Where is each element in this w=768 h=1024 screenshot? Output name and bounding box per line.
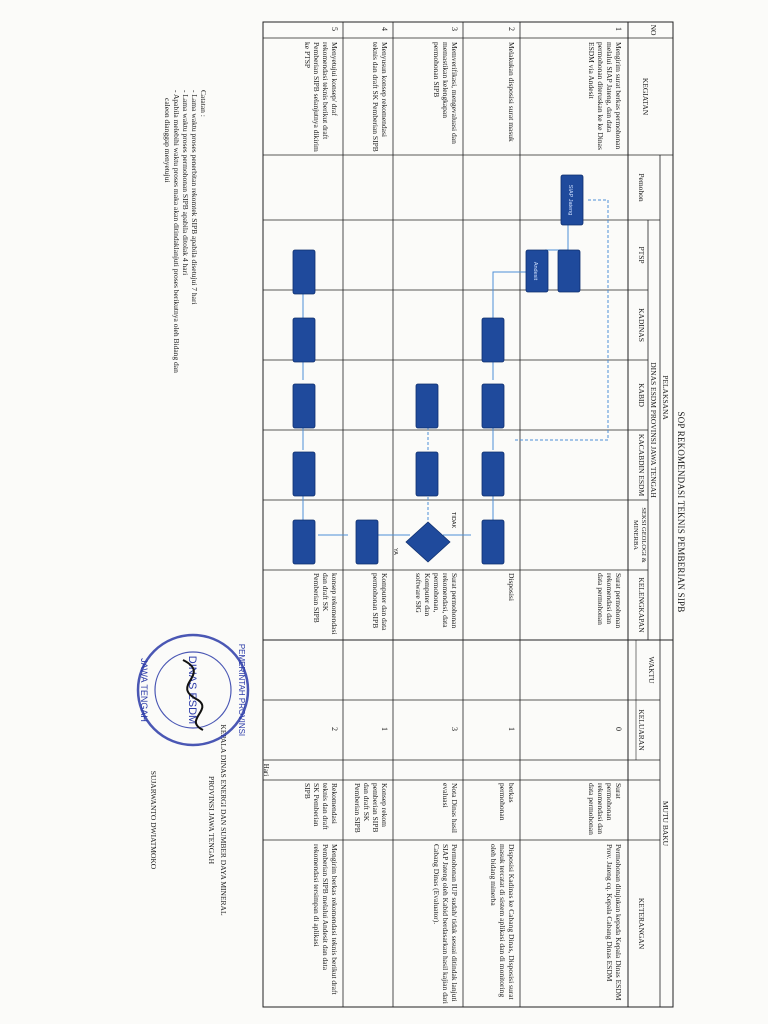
notes-item-3: - Apabila melebihi waktu proses maka akan ditindaklanjuti proses berikutnya oleh Bidang dan — [172, 90, 181, 373]
row5-keluaran: Rekomendasi teknis dan draft SK Pemberian SIPB — [303, 783, 339, 830]
box-kabid-2 — [482, 384, 504, 428]
svg-text:JAWA TENGAH: JAWA TENGAH — [139, 658, 149, 722]
header-kelengkapan: KELENGKAPAN — [637, 577, 646, 633]
box-seksi-2 — [482, 520, 504, 564]
header-mutu-baku: MUTU BAKU — [661, 800, 670, 847]
flow-label-ya: YA — [392, 548, 398, 555]
header-no: NO — [649, 24, 658, 36]
notes-item-1: - Lama waktu proses penerbitan rekomtek SIPB apabila disetujui 7 hari — [190, 90, 199, 305]
svg-text:PEMERINTAH PROVINSI: PEMERINTAH PROVINSI — [237, 643, 246, 737]
box-kacabdin-3 — [416, 452, 438, 496]
header-pemohon: Pemohon — [637, 173, 646, 202]
official-stamp — [133, 630, 253, 750]
header-kadinas: KADINAS — [637, 308, 646, 342]
notes-heading: Catatan : — [199, 90, 208, 117]
box-kadinas-2 — [482, 318, 504, 362]
box-kabid-3 — [416, 384, 438, 428]
header-kabid: KABID — [637, 383, 646, 407]
row5-waktu: 2 — [330, 727, 339, 731]
row2-waktu: 1 — [507, 727, 516, 731]
header-ptsp: PTSP — [637, 246, 646, 264]
header-dinas: DINAS ESDM PROVINSI JAWA TENGAH — [649, 362, 658, 498]
row3-kelengkapan: Surat permohonan rekomendasi, data permohonan, Komputer dan software SIG — [414, 573, 459, 629]
box-seksi-5 — [293, 520, 315, 564]
box-seksi-4 — [356, 520, 378, 564]
row5-kegiatan: Menyetujui konsep/ draf rekomendasi teknis berikut draft Pemberian SIPB selanjutnya dikirim ke PTSP — [303, 42, 339, 152]
row5-no: 5 — [330, 27, 339, 31]
row2-keterangan: Disposisi Kadinas ke Cabang Dinas, Disposisi surat masuk tercatat di sistem aplikasi dan di monitoring oleh bidang minerba — [489, 844, 516, 1000]
box-kacabdin-2 — [482, 452, 504, 496]
header-kegiatan: KEGIATAN — [641, 77, 650, 116]
row2-kelengkapan: Disposisi — [507, 573, 516, 601]
signature-name: SUJARWANTO DWIATMOKO — [149, 770, 158, 870]
flow-label-tidak: TIDAK — [450, 512, 456, 529]
header-keterangan: KETERANGAN — [637, 897, 646, 950]
row1-waktu: 0 — [614, 727, 623, 731]
notes-item-4: caleon dianggap menyetujui — [163, 98, 172, 183]
row3-keterangan: Permohonan IUP sudah/ tidak sesuai ditindak lanjuti SIAP Jateng oleh Kabid berdasarkan hasil kajian dari Cabang Dinas (Evaluator). — [432, 844, 459, 1004]
row1-kegiatan: Mengirim surat berkas permohonan melalui SIAP Jateng, dan data permohonan diteruskan ke ke Dinas ESDM via Andesit — [587, 42, 623, 150]
row4-kelengkapan: Komputer dan data permohonan SIPB — [371, 573, 389, 631]
box-kabid-5 — [293, 384, 315, 428]
flow-label-siapjateng: SIAP Jateng — [567, 184, 573, 216]
header-pelaksana: PELAKSANA — [661, 375, 670, 420]
row2-kegiatan: Melakukan disposisi surat masuk — [507, 42, 516, 142]
signature-title: KEPALA DINAS ENERGI DAN SUMBER DAYA MINERAL — [219, 724, 228, 916]
decision-diamond — [406, 522, 450, 562]
header-seksi: SEKSI GEOLOGI & MINERBA — [632, 507, 647, 563]
row3-no: 3 — [450, 27, 459, 31]
row3-keluaran: Nota Dinas hasil evaluasi — [441, 783, 459, 833]
row4-keluaran: Konsep rekom pemberian SIPB dan draft SK Pemberian SIPB — [353, 783, 389, 833]
flow-label-andesit: Andesit — [532, 261, 538, 281]
header-hari: Hari — [262, 763, 270, 777]
header-waktu: WAKTU — [647, 656, 656, 684]
document-title: SOP REKOMENDASI TEKNIS PEMBERIAN SIPB — [676, 411, 686, 613]
row4-no: 4 — [380, 27, 389, 31]
row4-kegiatan: Menyusun konsep rekomendasi teknis dan draft SK Pemberian SIPB — [371, 42, 389, 152]
row3-kegiatan: Memverifikasi, mengevaluasi dan memastikan kelengkapan permohonan SIPB — [432, 42, 459, 144]
row1-keluaran: Surat permohonan rekomendasi dan data permohonan — [587, 783, 623, 835]
header-kacabdin: KACABDIN ESDM — [637, 433, 646, 497]
box-ptsp-1 — [558, 250, 580, 292]
signature-subtitle: PROVINSI JAWA TENGAH — [207, 775, 216, 864]
row5-keterangan: Mengirim berkas rekomendasi teknis berikut draft Pemberian SIPB melalui Andesit dan data rekomendasi tersimpan di aplikasi — [312, 844, 339, 995]
svg-text:DINAS ESDM: DINAS ESDM — [186, 655, 198, 725]
box-kadinas-5 — [293, 318, 315, 362]
row3-waktu: 3 — [450, 727, 459, 731]
row5-kelengkapan: konsep rekomendasi dan draft SK Pemberian SIPB — [312, 573, 339, 635]
row4-waktu: 1 — [380, 727, 389, 731]
row2-no: 2 — [507, 27, 516, 31]
box-ptsp-5 — [293, 250, 315, 294]
row1-keterangan: Permohonan ditujukan kepada Kepala Dinas ESDM Prov. Jateng cq. Kepala Cabang Dinas ESDM — [605, 844, 623, 1001]
row1-kelengkapan: Surat permohonan rekomendasi dan data permohonan — [596, 573, 623, 629]
row1-no: 1 — [614, 27, 623, 31]
notes-item-2: - Lama waktu proses permohonan SIPB apabila ditolak 4 hari — [181, 90, 190, 276]
row2-keluaran: berkas permohonan — [498, 783, 516, 821]
box-kacabdin-5 — [293, 452, 315, 496]
header-keluaran: KELUARAN — [637, 709, 646, 751]
